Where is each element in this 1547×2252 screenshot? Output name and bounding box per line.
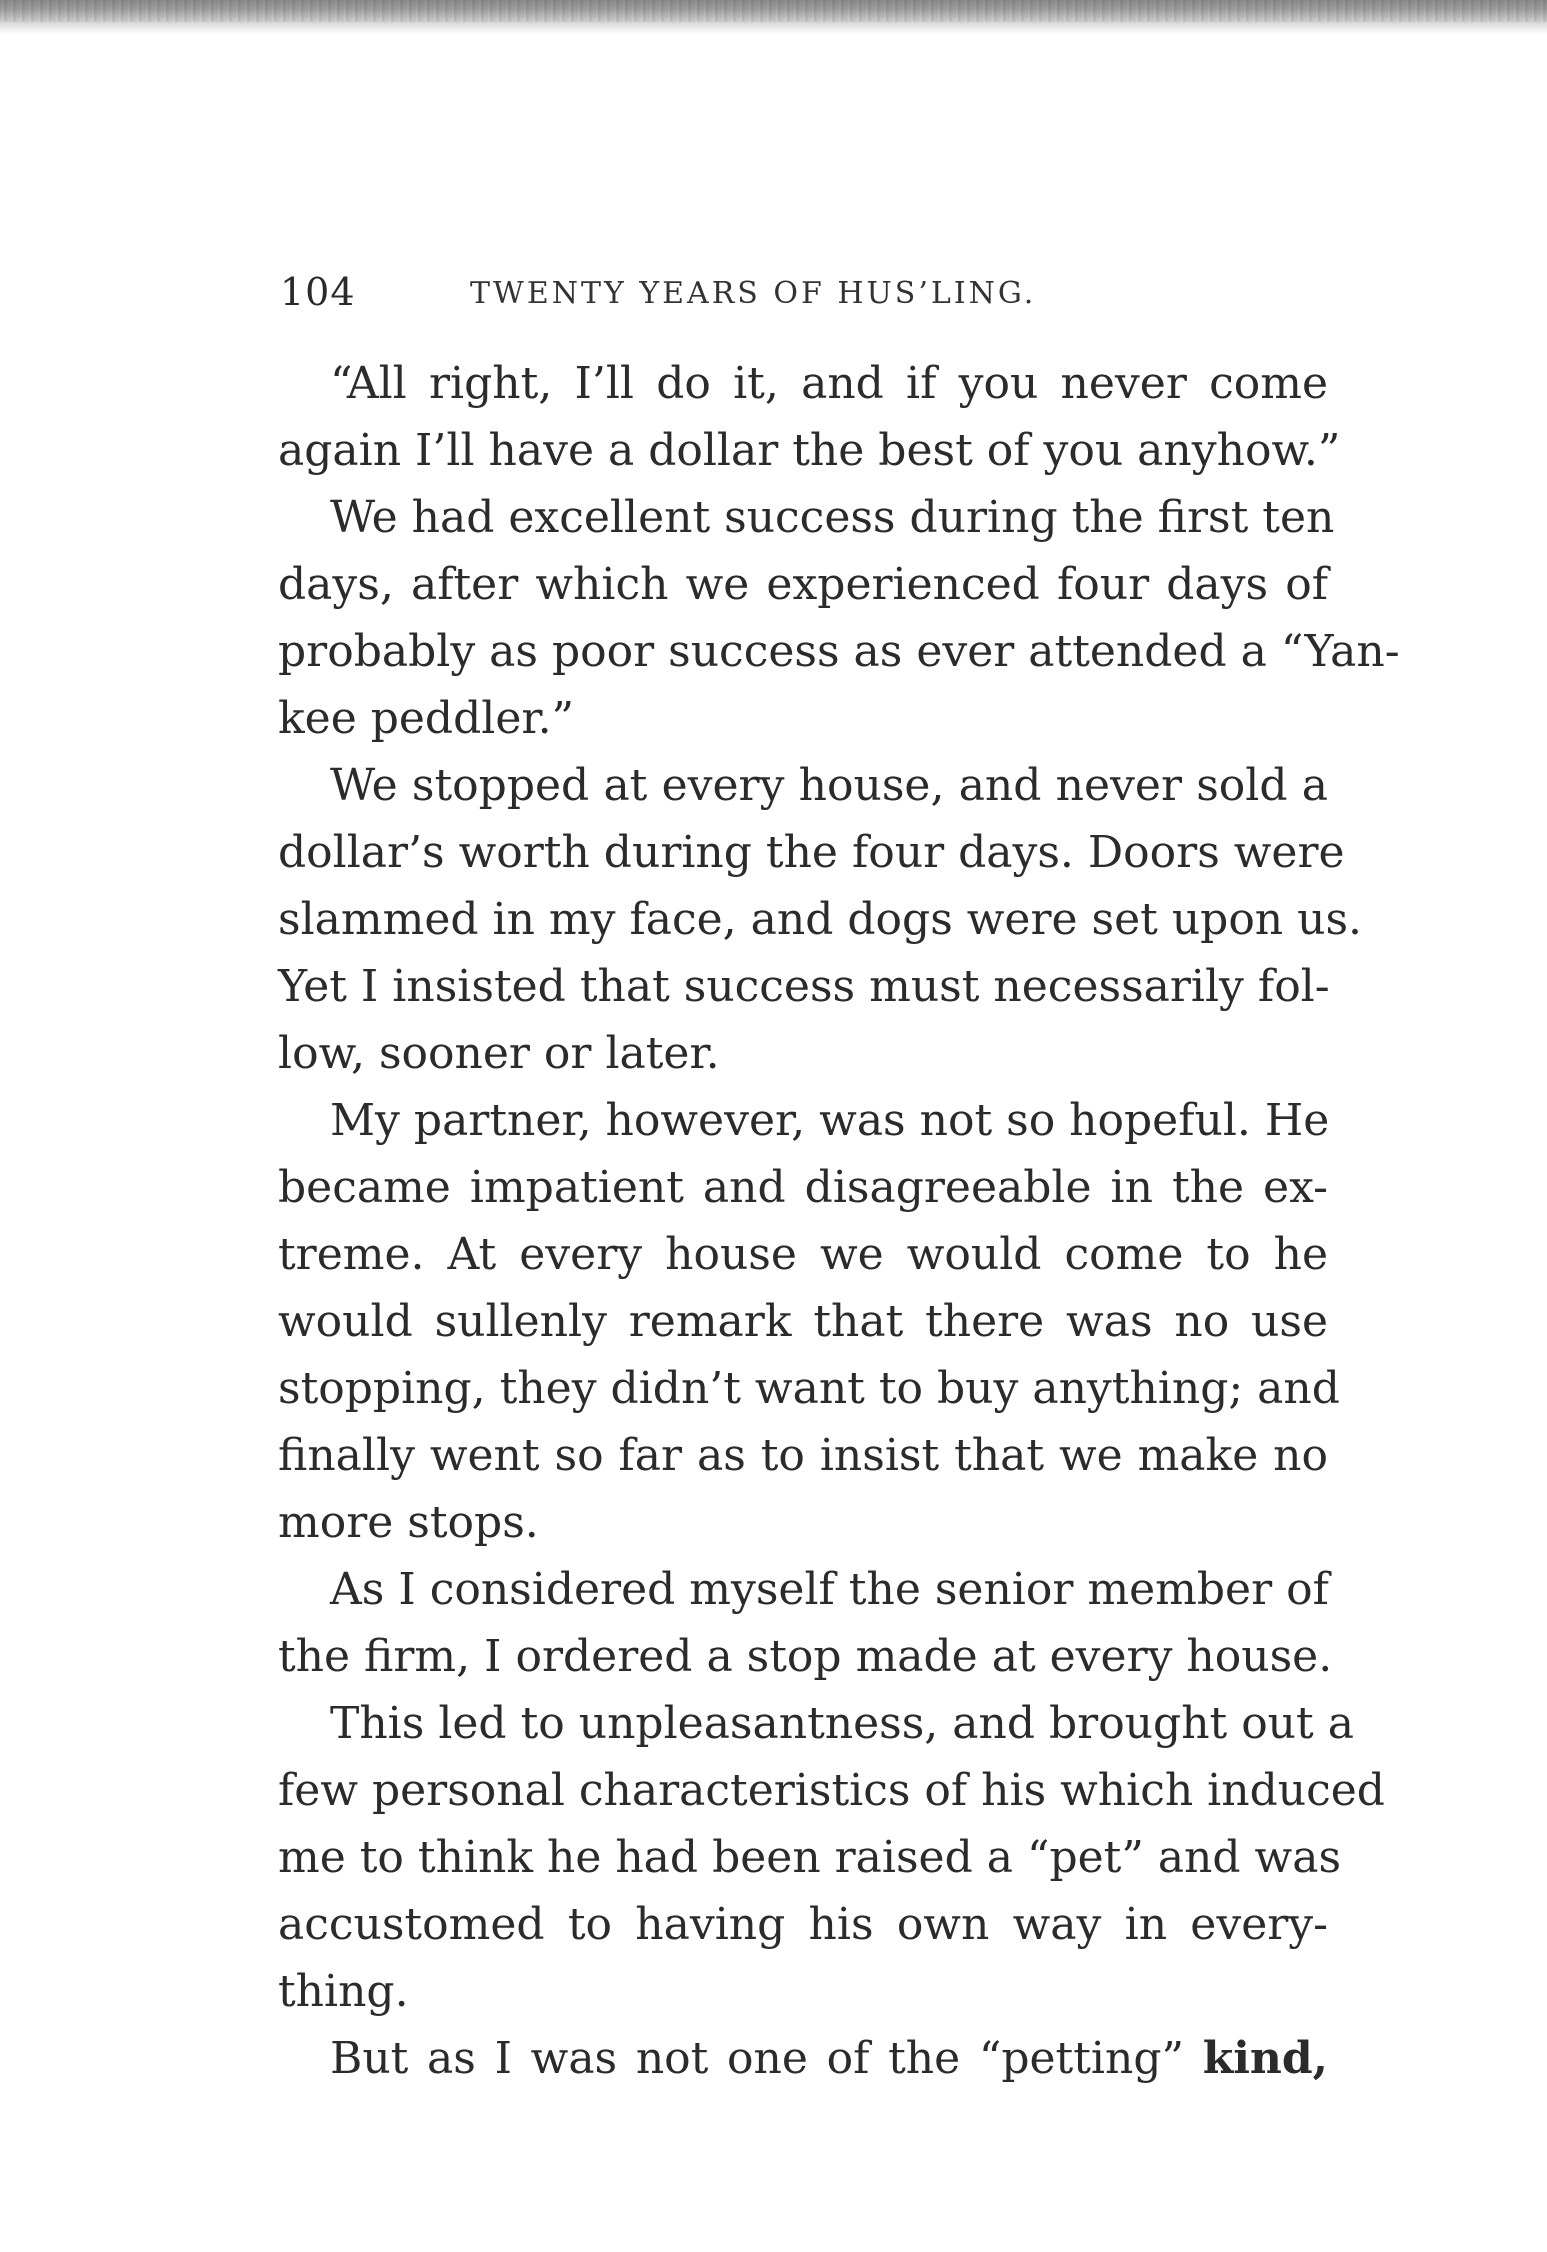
text-line: became impatient and disagreeable in the ex- <box>278 1162 1328 1213</box>
text-line: As I considered myself the senior member of <box>330 1564 1329 1615</box>
text-line: My partner, however, was not so hopeful. He <box>330 1095 1330 1146</box>
running-head <box>280 270 1330 320</box>
text-line: the firm, I ordered a stop made at every house. <box>278 1631 1333 1682</box>
text-line: “All right, I’ll do it, and if you never come <box>330 358 1328 409</box>
text-line: stopping, they didn’t want to buy anything; and <box>278 1363 1340 1414</box>
text-line: me to think he had been raised a “pet” and was <box>278 1832 1342 1883</box>
text-line: again I’ll have a dollar the best of you anyhow.” <box>278 425 1341 476</box>
body-text <box>278 350 1400 2092</box>
text-line: low, sooner or later. <box>278 1028 720 1079</box>
final-catchword: kind, <box>1202 2033 1328 2084</box>
text-line: Yet I insisted that success must necessarily fol- <box>278 961 1330 1012</box>
text-line: accustomed to having his own way in every- <box>278 1899 1328 1950</box>
text-line: slammed in my face, and dogs were set upon us. <box>278 894 1363 945</box>
text-line: thing. <box>278 1966 409 2017</box>
text-line: We had excellent success during the first ten <box>330 492 1335 543</box>
scan-edge-shadow <box>0 0 1547 34</box>
text-line: more stops. <box>278 1497 539 1548</box>
text-line: finally went so far as to insist that we make no <box>278 1430 1328 1481</box>
text-line: probably as poor success as ever attended a “Yan- <box>278 626 1400 677</box>
text-line: treme. At every house we would come to he <box>278 1229 1328 1280</box>
text-line: We stopped at every house, and never sold a <box>330 760 1328 811</box>
text-line: few personal characteristics of his which induced <box>278 1765 1385 1816</box>
final-line-text: But as I was not one of the “petting” <box>330 2033 1184 2084</box>
book-title: TWENTY YEARS OF HUS’LING. <box>470 276 1037 311</box>
page-number: 104 <box>280 270 356 314</box>
text-line: would sullenly remark that there was no use <box>278 1296 1328 1347</box>
text-line: This led to unpleasantness, and brought out a <box>330 1698 1354 1749</box>
text-line: kee peddler.” <box>278 693 575 744</box>
text-line: days, after which we experienced four days of <box>278 559 1328 610</box>
final-line <box>278 2025 1328 2092</box>
text-line: dollar’s worth during the four days. Doors were <box>278 827 1345 878</box>
